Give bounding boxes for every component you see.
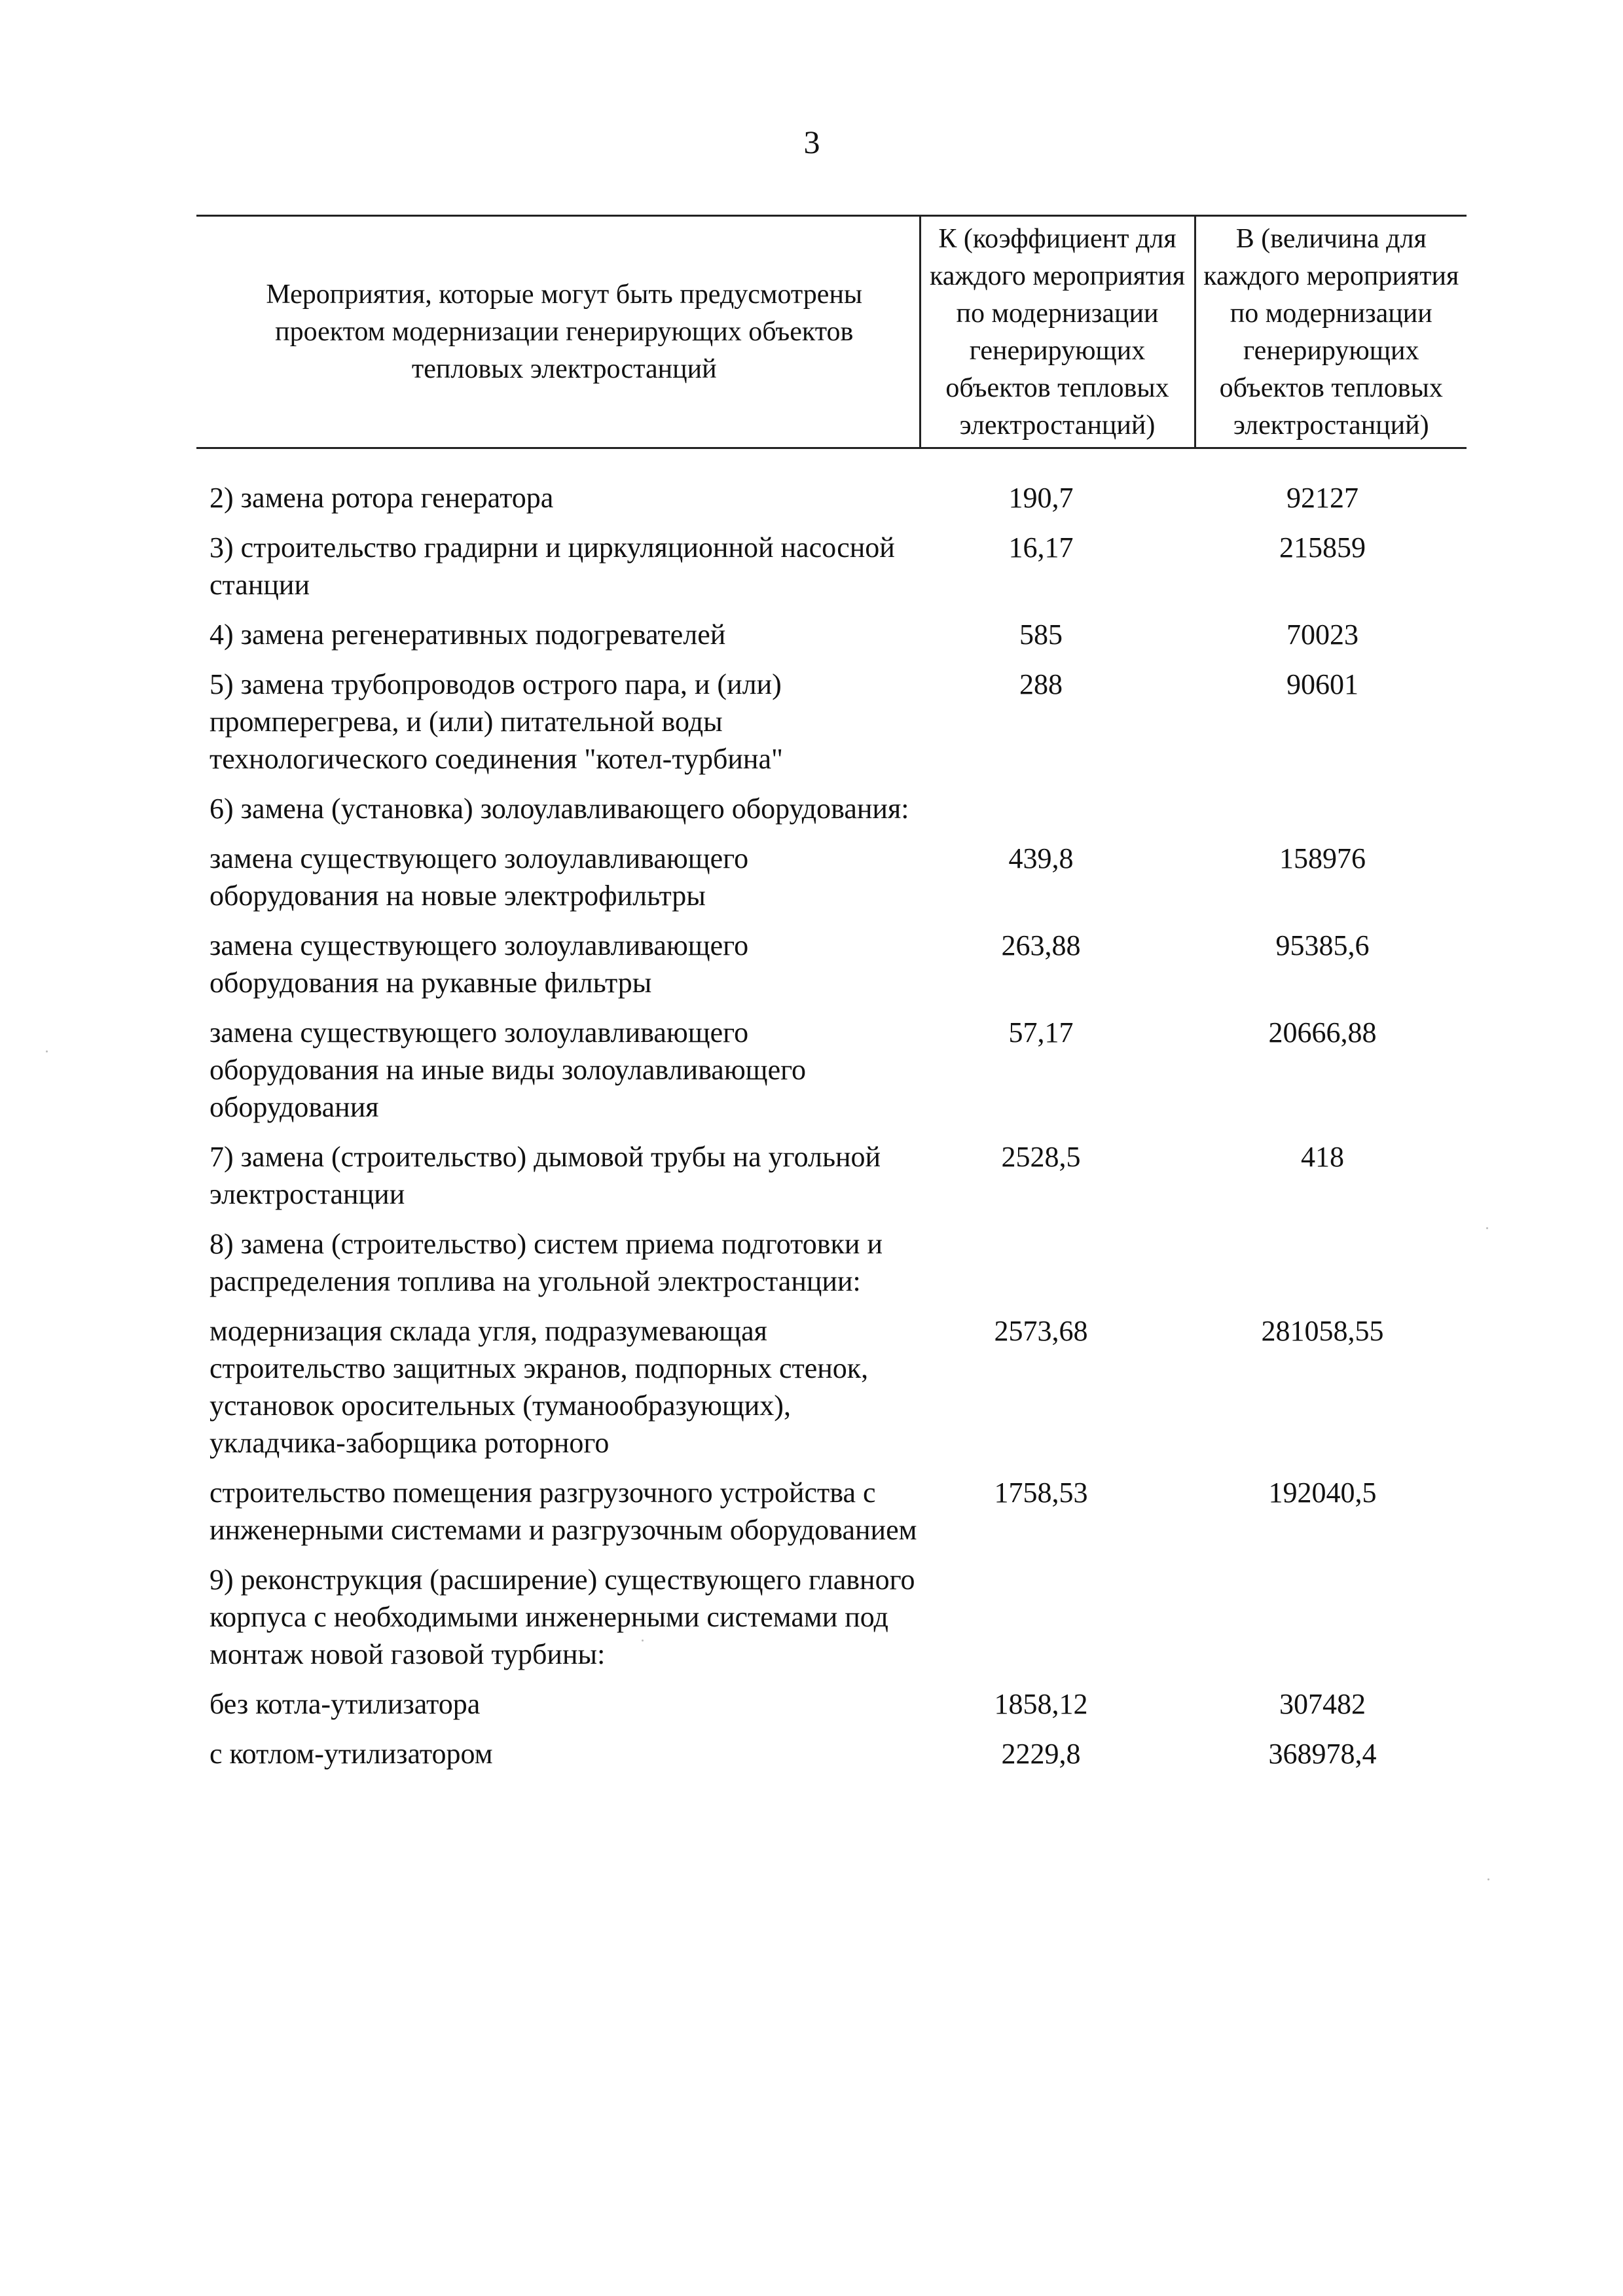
table-row <box>196 840 1467 927</box>
measure-name: 9) реконструкция (расширение) существующего главного корпуса с необходимыми инженерными системами под монтаж новой газовой турбины: <box>210 1564 915 1670</box>
value-b <box>1195 1561 1467 1685</box>
header-coefficient-k: К (коэффициент для каждого мероприятия по модернизации генерирующих объектов тепловых электростанций) <box>920 216 1195 448</box>
coefficient-k <box>920 790 1195 840</box>
table-row <box>196 790 1467 840</box>
value-b: 307482 <box>1279 1688 1366 1720</box>
table-row <box>196 529 1467 616</box>
table-row <box>196 927 1467 1014</box>
coefficient-k <box>920 1225 1195 1312</box>
value-b: 95385,6 <box>1275 929 1370 961</box>
coefficient-k: 439,8 <box>1008 842 1074 874</box>
measure-name: 7) замена (строительство) дымовой трубы на угольной электростанции <box>210 1141 881 1210</box>
table-row <box>196 1735 1467 1785</box>
header-value-b: В (величина для каждого мероприятия по модернизации генерирующих объектов тепловых электростанций) <box>1195 216 1467 448</box>
measure-name: 6) замена (установка) золоулавливающего оборудования: <box>210 793 909 825</box>
coefficient-k: 263,88 <box>1001 929 1081 961</box>
table-row <box>196 479 1467 529</box>
measure-name: 3) строительство градирни и циркуляционной насосной станции <box>210 531 895 601</box>
scan-speck <box>1486 1227 1488 1229</box>
measure-name: 8) замена (строительство) систем приема подготовки и распределения топлива на угольной электростанции: <box>210 1228 883 1297</box>
measure-name: строительство помещения разгрузочного устройства с инженерными системами и разгрузочным оборудованием <box>210 1477 917 1546</box>
value-b: 20666,88 <box>1268 1016 1377 1049</box>
value-b: 215859 <box>1279 531 1366 564</box>
page-number: 3 <box>803 124 820 160</box>
table-row <box>196 1312 1467 1474</box>
table-row <box>196 1685 1467 1735</box>
coefficient-k: 16,17 <box>1008 531 1074 564</box>
header-measures: Мероприятия, которые могут быть предусмотрены проектом модернизации генерирующих объектов тепловых электростанций <box>196 216 920 448</box>
measure-name: с котлом-утилизатором <box>210 1738 493 1770</box>
value-b <box>1195 790 1467 840</box>
value-b: 418 <box>1301 1141 1344 1173</box>
coefficient-k <box>920 1561 1195 1685</box>
measure-name: замена существующего золоулавливающего оборудования на новые электрофильтры <box>210 842 749 912</box>
coefficient-k: 2573,68 <box>994 1315 1088 1347</box>
scan-speck <box>46 1050 48 1052</box>
table-row <box>196 1138 1467 1225</box>
coefficient-k: 2229,8 <box>1001 1738 1081 1770</box>
measure-name: замена существующего золоулавливающего оборудования на иные виды золоулавливающего оборудования <box>210 1016 807 1123</box>
value-b: 90601 <box>1286 668 1359 700</box>
table-row <box>196 616 1467 666</box>
value-b <box>1195 1225 1467 1312</box>
measure-name: 5) замена трубопроводов острого пара, и (или) промперегрева, и (или) питательной воды технологического соединения "котел-турбина" <box>210 668 783 775</box>
table-body <box>196 448 1467 1785</box>
table-row <box>196 1225 1467 1312</box>
measure-name: модернизация склада угля, подразумевающая строительство защитных экранов, подпорных стенок, установок оросительных (туманообразующих), укладчика-заборщика роторного <box>210 1315 869 1459</box>
value-b: 70023 <box>1286 619 1359 651</box>
measure-name: 2) замена ротора генератора <box>210 482 554 514</box>
table-row <box>196 666 1467 790</box>
measure-name: без котла-утилизатора <box>210 1688 481 1720</box>
table-row <box>196 1561 1467 1685</box>
value-b: 192040,5 <box>1268 1477 1377 1509</box>
measures-table-container <box>196 215 1467 1785</box>
table-header-row <box>196 216 1467 448</box>
coefficient-k: 1858,12 <box>994 1688 1088 1720</box>
value-b: 368978,4 <box>1268 1738 1377 1770</box>
value-b: 92127 <box>1286 482 1359 514</box>
value-b: 281058,55 <box>1261 1315 1384 1347</box>
measure-name: 4) замена регенеративных подогревателей <box>210 619 726 651</box>
scan-speck <box>642 1640 644 1641</box>
measures-table <box>196 215 1467 1785</box>
table-row <box>196 1474 1467 1561</box>
coefficient-k: 288 <box>1019 668 1063 700</box>
coefficient-k: 2528,5 <box>1001 1141 1081 1173</box>
measure-name: замена существующего золоулавливающего оборудования на рукавные фильтры <box>210 929 749 999</box>
scan-speck <box>1487 1878 1489 1880</box>
coefficient-k: 1758,53 <box>994 1477 1088 1509</box>
coefficient-k: 190,7 <box>1008 482 1074 514</box>
value-b: 158976 <box>1279 842 1366 874</box>
coefficient-k: 57,17 <box>1008 1016 1074 1049</box>
coefficient-k: 585 <box>1019 619 1063 651</box>
table-spacer <box>196 448 1467 480</box>
table-row <box>196 1014 1467 1138</box>
